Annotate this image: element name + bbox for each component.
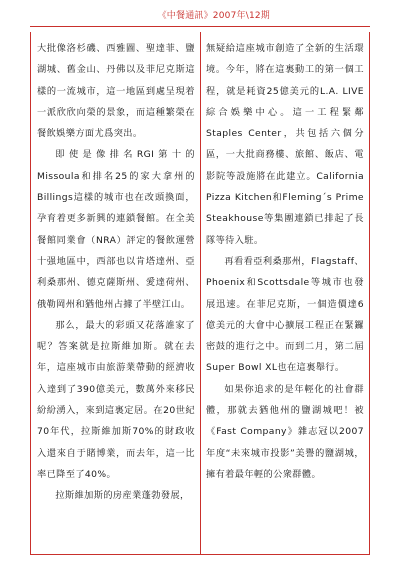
paragraph: 無疑給這座城市創造了全新的生活環境。今年，將在這裏動工的第一個工程，就是耗資25億美元的L.A. LIVE綜合娛樂中心。這一工程緊鄰Staples Center，共包括六個分區，一大批商務樓、旅館、飯店、電影院等設施將在此建立。California Pizza Kitchen和Fleming´s Prime Steakhouse等集團連鎖已排起了長隊等待入駐。 (206, 43, 364, 246)
paragraph: 再看看亞利桑那州，Flagstaff、Phoenix和Scottsdale等城市也發展迅速。在菲尼克斯，一個造價達6億美元的大會中心擴展工程正在緊鑼密鼓的進行之中。而到二月，第二屆Super Bowl XL也在這裏舉行。 (206, 255, 364, 374)
paragraph: 拉斯維加斯的房産業蓬勃發展， (55, 490, 190, 502)
paragraph: 大批像洛杉磯、西雅圖、聖達菲、鹽湖城、舊金山、丹佛以及菲尼克斯這樣的一流城市，這一地區到處呈現着一派欣欣向榮的景象，而這種繁榮在餐飲娛樂方面尤爲突出。 (37, 43, 195, 140)
left-column (37, 38, 195, 507)
issue-label: 《中餐通訊》2007年\12期 (157, 11, 270, 21)
paragraph: 即使是像排名RGI第十的Missoula和排名25的家大拿州的Billings這樣的城市也在改頭換面，孕育着更多新興的連鎖餐館。在全美餐館同業會（NRA）評定的餐飲運營十强地區中，西部也以肯塔達州、亞利桑那州、德克薩斯州、愛達荷州、俄勒岡州和猶他州占據了半壁江山。 (37, 149, 195, 310)
paragraph: 如果你追求的是年輕化的社會群體，那就去猶他州的鹽湖城吧！被《Fast Company》雜志冠以2007年度“未來城市投影”美譽的鹽湖城，擁有着最年輕的公衆群體。 (206, 383, 364, 480)
right-column (206, 38, 364, 485)
paragraph: 那么，最大的彩頭又花落誰家了呢？答案就是拉斯維加斯。就在去年，這座城市由旅游業帶動的經濟收入達到了390億美元，數萬外來移民紛紛湧入，來到這裏定居。在20世紀70年代，拉斯維加斯70%的財政收入還來自于賭博業，而去年，這一比率已降至了40%。 (37, 319, 195, 480)
page-header (30, 6, 370, 27)
column-divider (200, 32, 201, 555)
